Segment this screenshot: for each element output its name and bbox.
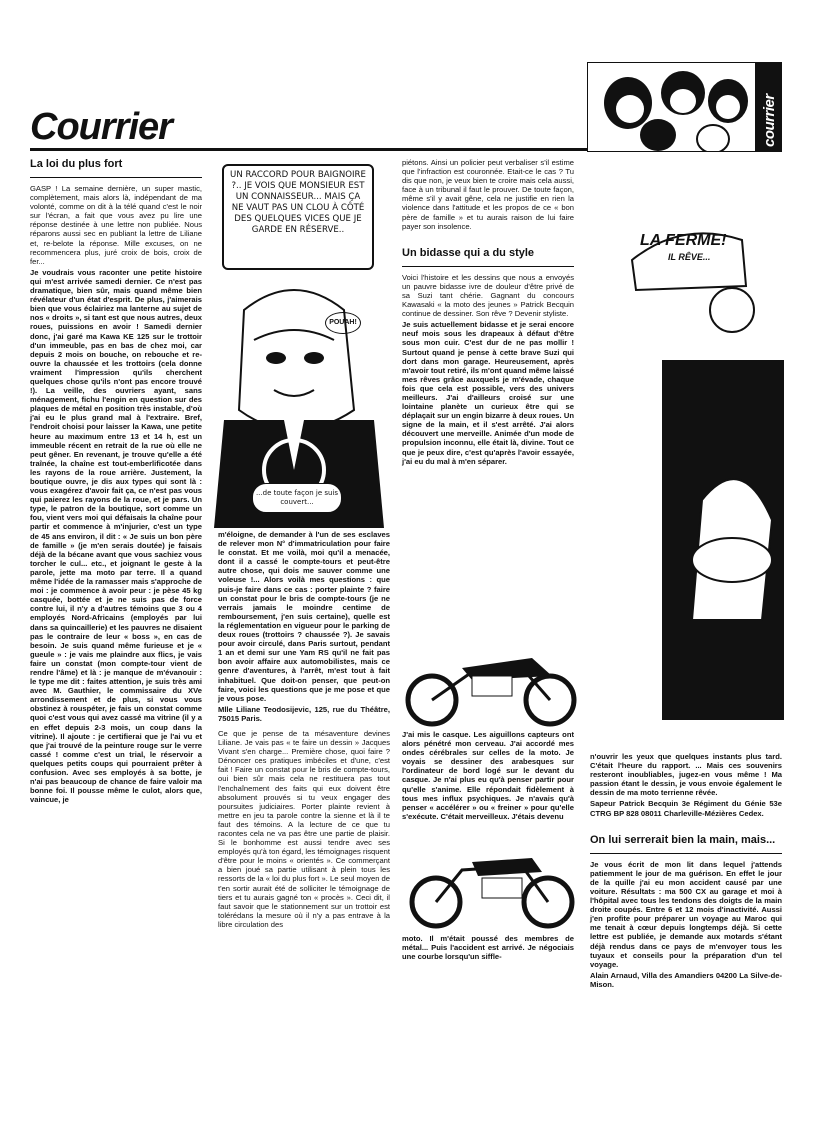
letter-text: Je voudrais vous raconter une petite histoire qui m'est arrivée samedi dernier. Ce n'est pas dramatique, bien sûr, mais quand même bien révélateur d'un état d'esprit. De plus, j'aimerais bien que vous éclairiez ma lanterne au sujet de nos « droits », si tant est que nous autres, deux roues, puissions en avoir ! Samedi dernier donc, j'ai garé ma Kawa KE 125 sur le trottoir d'un immeuble, pas en bas de chez moi, car depuis 2 mois on bouche, on rebouche et re-ouvre la chaussée et les trottoirs (cela donne vraiment l'impression qu'ils cherchent quelques chose qu'ils n'ont pas encore trouvé !). La veille, des ouvriers ayant, sans ménagement, fichu l'engin en question sur des plaques de métal en position très instable, d'où j'ai eu le plus grand mal à l'extraire. Bref, l'endroit choisi pour laisser la Kawa, une petite heure au maximum entre 13 et 14 h, est un immeuble récent en retrait de la rue où elle ne peut gêner. En revenant, je trouve qu'elle a été traînée, la chaîne est tout-emberlificotée dans les rayons de la roue arrière. Justement, la boutique ouvre, je dis aux types qui sont là : vous exagérez d'avoir fait ça, ce n'est pas vous qui paierez les rayons de la roue, et je pars. Un type, le patron de la boutique, sort comme un fou, vient vers moi qui défaisais la chaîne pour partir et commence à m'injurier, c'est un type de 45 ans environ, il dit : « Je suis un bon père de famille » (je m'en serais doutée) je faisais déjà de la bécane avant que vous sachiez vous torcher le cul... etc., et joignant le geste à la parole, jette ma moto par terre. Il a quand même l'idée de la ramasser mais s'approche de moi : je commence à avoir peur : je pèse 45 kg casquée, bottée et je ne suis pas de force contre lui, il n'y a d'autres témoins que 3 ou 4 employés Nord-Africains (employés par lui dans sa quincaillerie) et les pauvres ne disaient pas le contraire de leur « boss », en cas de besoin. Je suis quand même furieuse et je « gueule » : je vais me plaindre aux flics, je vais faire un constat (mon compte-tour vient de rendre l'âme) et là : je manque de m'évanouir : le type me dit : faites attention, je suis très ami avec M. Gauthier, le commissaire du XVe arrondissement et de plus, si vous vous obstinez à rouspéter, je fais un constat comme quoi c'est vous qui avez cassé ma vitrine (il y a en effet depuis 2-3 mois, un coup dans la vitrine). Il ajoute : je certifierai que je l'ai vu et que j'ai trouvé de la peinture rouge sur le verre cassé ! comme c'est un trial, le réservoir a quelques petits coups qui pourraient prêter à confusion. Avec ses employés à sa botte, je n'ai pas beaucoup de chance de faire valoir ma bonne foi. Il pousse même le culot, alors que, vaincue, je [30, 267, 202, 805]
cartoon-title: LA FERME! [640, 232, 727, 249]
letter-text-continued: m'éloigne, de demander à l'un de ses esclaves de relever mon N° d'immatriculation pour faire le constat. Et me voilà, moi qu'il a menacée, dont il a cassé le compte-tours et peut-être autre chose, qui dois me sauver comme une voleuse !... Alors voilà mes questions : que puis-je faire dans ce cas : porter plainte ? faire un constat pour le bris de compte-tours (je ne verrais jamais le moindre centime de remboursement, j'en suis certaine), quelle est la réglementation en vigueur pour le parking de deux roues (trottoirs ? chaussée ?). Je savais pour avoir circulé, dans Paris surtout, pendant 1 an et demi sur une Yam RS qu'il ne fait pas bon avoir affaire aux automobilistes, mais ce genre d'aventures, à l'arrêt, m'est tout à fait inhabituel. Que doit-on penser, que peut-on faire, voici les questions que je me pose et que je vous pose. [218, 530, 390, 703]
faces-illustration [588, 63, 758, 152]
letter-signature: Sapeur Patrick Becquin 3e Régiment du Génie 53e CTRG BP 828 08011 Charleville-Mézières Cedex. [590, 799, 782, 818]
letter-signature: Alain Arnaud, Villa des Amandiers 04200 La Silve-de-Mison. [590, 970, 782, 989]
letter-text: Je suis actuellement bidasse et je serai encore neuf mois sous les drapeaux à défaut d'être sous mon cuir. C'est dur de ne pas mollir ! Surtout quand je pense à cette brave Suzi qui dort dans mon garage. Heureusement, après m'avoir tout retiré, ils m'ont quand même laissé mes rêves grâce auxquels je m'évade, chaque fois que cela est possible, vers des univers meilleurs. J'ai d'ailleurs croisé sur une lointaine planète un curieux être qui se déplaçait sur un engin bizarre à deux roues. Un signe de la main, et il s'est arrêté. J'ai alors découvert une merveille. Animée d'un mode de propulsion inconnu, elle était là, divine. Tout ce que je peux dire, c'est qu'après l'avoir essayée, j'ai eu du mal à m'en séparer. [402, 320, 574, 466]
article-intro: Voici l'histoire et les dessins que nous a envoyés un pauvre bidasse ivre de douleur d'être privé de sa Suzi tant chérie. Gagnant du concours Kawasaki « la moto des jeunes » Patrick Becquin continue de dessiner. Son rêve ? Devenir styliste. [402, 272, 574, 319]
section-logo [587, 62, 782, 152]
cartoon-subtitle: IL RÊVE... [668, 252, 711, 262]
column-1 [30, 158, 202, 806]
cartoon-pouah-bubble: POUAH! [325, 312, 361, 334]
article-heading: On lui serrerait bien la main, mais... [590, 833, 776, 846]
terrestrial-motorcycle-drawing [402, 840, 578, 930]
letter-text: J'ai mis le casque. Les aiguillons capteurs ont alors pénétré mon cerveau. J'ai accordé mes ondes cérébrales sur celles de la moto. Je voyais se dessiner des arabesques sur l'ordinateur de bord logé sur le devant du casque. Je n'ai plus eu qu'à penser partir pour qu'elle s'anime. Elle répondait fidèlement à tous mes influx psychiques. Je n'avais qu'à penser « accélérer » ou « freiner » pour qu'elle s'exécute. C'était merveilleux. J'étais devenu [402, 730, 574, 821]
column-3-bottom [402, 934, 574, 963]
logo-label: courrier [761, 94, 778, 147]
dream-motorcycle-drawing [402, 632, 578, 728]
reply-text-continued: piétons. Ainsi un policier peut verbaliser s'il estime que l'infraction est couronnée. Etait-ce le cas ? Tu dis que non, je veux bien te croire mais cela aussi, face à un tribunal il faut le prouver. De toute façon, même s'il y avait gêne, cela ne justifie en rien la violence dans l'attitude et les propos de ce « bon père de famille » et tu aurais raison de lui faire payer son insolence. [402, 158, 574, 231]
article-intro: GASP ! La semaine dernière, un super mastic, complètement, mais alors là, indépendant de ma volonté, comme on dit à la télé quand c'est le noir sur l'écran, a fait que vous avez pu lire une réponse destinée à une lettre non publiée. Nous réparons aussi sec en publiant la lettre de Liliane et, re-belote la réponse. Mille excuses, on ne recommencera plus, juré croix de bois, croix de fer... [30, 184, 202, 266]
letter-signature: Mlle Liliane Teodosijevic, 125, rue du Théâtre, 75015 Paris. [218, 704, 390, 723]
article-heading: Un bidasse qui a du style [402, 246, 535, 259]
column-3-lower [402, 730, 574, 823]
cartoon-speech-bubble: UN RACCORD POUR BAIGNOIRE ?.. JE VOIS QUE MONSIEUR EST UN CONNAISSEUR... MAIS ÇA NE VAUT PAS UN CLOU À CÔTÉ DES QUELQUES VICES QUE JE GARDE EN RÉSERVE.. [222, 164, 374, 270]
article-heading: La loi du plus fort [30, 158, 123, 170]
soldier-cartoon [622, 200, 794, 750]
column-4 [590, 752, 782, 991]
column-3 [402, 158, 574, 468]
letter-text: moto. Il m'était poussé des membres de métal... Puis l'accident est arrivé. Je négociais une courbe lorsqu'un siffle- [402, 934, 574, 962]
reply-text: Ce que je pense de ta mésaventure devines Liliane. Je vais pas « te faire un dessin » Jacques Vivant s'en charge... Première chose, quoi faire ? Dénoncer ces pratiques imbéciles et d'une, c'est fait ! Faire un constat pour le bris de compte-tours, oui bien sûr mais cela ne restituera pas tout l'enchaînement des faits qui eux doivent être absolument prouvés si tu veux engager des poursuites judiciaires. Porter plainte revient à mettre en jeu ta parole contre la sienne et là il te faut des témoins. A la lecture de ce que tu racontes cela ne va pas être une partie de plaisir. Si le bonhomme est aussi tendre avec ses employés qu'à ton égard, les témoignages risquent d'être pour le moins « orientés ». Ce commerçant a bien joué sa partie utilisant à plein tous les ressorts de la « loi du plus fort ». Le seul moyen de t'en sortir aurait été de solliciter le témoignage de tiers et tu aurais gagné ton « procès ». Ceci dit, il faut savoir que le stationnement sur un trottoir est tolérédans la mesure où il n'y a pas entrave à la libre circulation des [218, 728, 390, 929]
column-2 [218, 530, 390, 931]
letter-text: Je vous écrit de mon lit dans lequel j'attends patiemment le jour de ma guérison. En effet le jour de la quille j'ai eu mon accident causé par une voiture. Résultats : ma 500 CX au garage et moi à l'hôpital avec tous les tendons des doigts de la main droite coupés. Entre 6 et 12 mois d'inactivité. Aussi j'en profite pour préparer un voyage au Maroc qui me tenait à cœur depuis longtemps déjà. Si cette lettre est publiée, je demande aux motards s'étant déjà rendus dans ce pays de m'envoyer tous les tuyaux et conseils pour la préparation d'un tel voyage. [590, 859, 782, 969]
page-title: Courrier [30, 106, 172, 148]
letter-text: n'ouvrir les yeux que quelques instants plus tard. C'était l'heure du rapport. ... Mais ces souvenirs resteront inoubliables, jugez-en vous même ! Ma passion étant le dessin, je vous envoie également le dessin de ma moto terrienne rêvée. [590, 752, 782, 798]
cartoon-bottom-bubble: ...de toute façon je suis couvert... [252, 483, 342, 513]
